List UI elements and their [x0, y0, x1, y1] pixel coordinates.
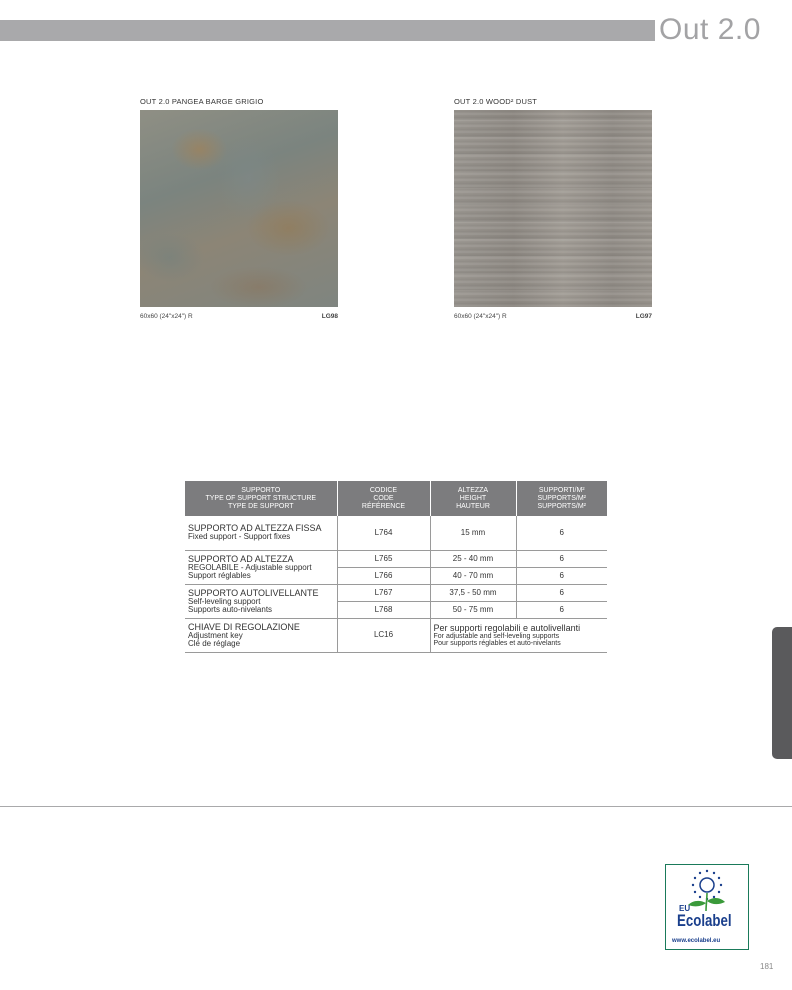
support-sublabel: Self-leveling support — [188, 596, 261, 606]
header-line: HAUTEUR — [456, 502, 490, 510]
height-cell: 15 mm — [430, 516, 516, 550]
header-line: ALTEZZA — [457, 486, 489, 494]
footer-divider — [0, 806, 792, 807]
header-bar — [0, 20, 655, 41]
header-line: SUPPORTI/M² — [538, 486, 585, 494]
header-line: CODE — [373, 494, 394, 502]
support-label: SUPPORTO AD ALTEZZA FISSA — [188, 523, 322, 534]
code-cell: L766 — [337, 567, 430, 584]
support-label-cell — [185, 618, 337, 652]
ecolabel-url: www.ecolabel.eu — [672, 938, 721, 944]
header-line: SUPPORTS/M² — [537, 494, 586, 502]
height-cell: 50 - 75 mm — [430, 601, 516, 618]
note-sub: For adjustable and self-leveling supports — [433, 632, 560, 640]
product-title: OUT 2.0 WOOD² DUST — [454, 97, 538, 106]
header-height — [430, 481, 516, 516]
ecolabel-logo — [665, 864, 749, 950]
qty-cell: 6 — [516, 516, 607, 550]
product-card-wood-dust — [454, 97, 654, 323]
support-sublabel: Clé de réglage — [188, 638, 241, 648]
support-sublabel: Adjustment key — [188, 630, 243, 640]
table-row — [185, 618, 607, 652]
product-title: OUT 2.0 PANGEA BARGE GRIGIO — [140, 97, 264, 106]
height-cell: 25 - 40 mm — [430, 550, 516, 567]
qty-cell: 6 — [516, 584, 607, 601]
header-line: SUPPORTO — [241, 486, 281, 494]
code-cell: L767 — [337, 584, 430, 601]
support-table — [185, 481, 607, 653]
height-cell: 37,5 - 50 mm — [430, 584, 516, 601]
support-label-cell — [185, 550, 337, 584]
table-row — [185, 550, 607, 567]
table-row — [185, 584, 607, 601]
support-sublabel: Fixed support - Support fixes — [188, 532, 291, 542]
qty-cell: 6 — [516, 567, 607, 584]
header-qty — [516, 481, 607, 516]
page-number: 181 — [760, 962, 774, 971]
note-sub: Pour supports réglables et auto-nivelants — [433, 639, 561, 647]
support-label: SUPPORTO AD ALTEZZA — [188, 553, 294, 564]
header-support — [185, 481, 337, 516]
header-line: TYPE OF SUPPORT STRUCTURE — [205, 494, 317, 502]
product-code: LG98 — [321, 313, 338, 320]
support-label: CHIAVE DI REGOLAZIONE — [188, 621, 300, 632]
support-sublabel: Support réglables — [188, 570, 251, 580]
header-line: SUPPORTS/M² — [537, 502, 586, 510]
header-line: RÉFÉRENCE — [361, 502, 406, 510]
note-main: Per supporti regolabili e autolivellanti — [433, 622, 581, 633]
code-cell: L768 — [337, 601, 430, 618]
ecolabel-name: Ecolabel — [677, 911, 732, 930]
qty-cell: 6 — [516, 550, 607, 567]
support-label-cell — [185, 516, 337, 550]
header-line: HEIGHT — [459, 494, 487, 502]
code-cell: L765 — [337, 550, 430, 567]
page-title: Out 2.0 — [659, 13, 761, 46]
support-label: SUPPORTO AUTOLIVELLANTE — [188, 587, 319, 598]
note-cell — [430, 618, 607, 652]
side-tab — [772, 627, 792, 759]
product-card-pangea — [140, 97, 340, 323]
code-cell: LC16 — [337, 618, 430, 652]
product-caption — [454, 313, 654, 323]
support-label-cell — [185, 584, 337, 618]
header-line: CODICE — [369, 486, 398, 494]
product-code: LG97 — [635, 313, 652, 320]
product-swatch-image — [140, 110, 338, 307]
product-size: 60x60 (24"x24") R — [454, 313, 507, 320]
product-swatch-image — [454, 110, 652, 307]
table-header-row — [185, 481, 607, 516]
code-cell: L764 — [337, 516, 430, 550]
table-row — [185, 516, 607, 550]
header-code — [337, 481, 430, 516]
product-size: 60x60 (24"x24") R — [140, 313, 193, 320]
qty-cell: 6 — [516, 601, 607, 618]
ecolabel-eu: EU — [679, 904, 691, 913]
support-sublabel: REGOLABILE - Adjustable support — [188, 562, 312, 572]
height-cell: 40 - 70 mm — [430, 567, 516, 584]
product-caption — [140, 313, 340, 323]
support-sublabel: Supports auto-nivelants — [188, 604, 273, 614]
header-line: TYPE DE SUPPORT — [227, 502, 294, 510]
